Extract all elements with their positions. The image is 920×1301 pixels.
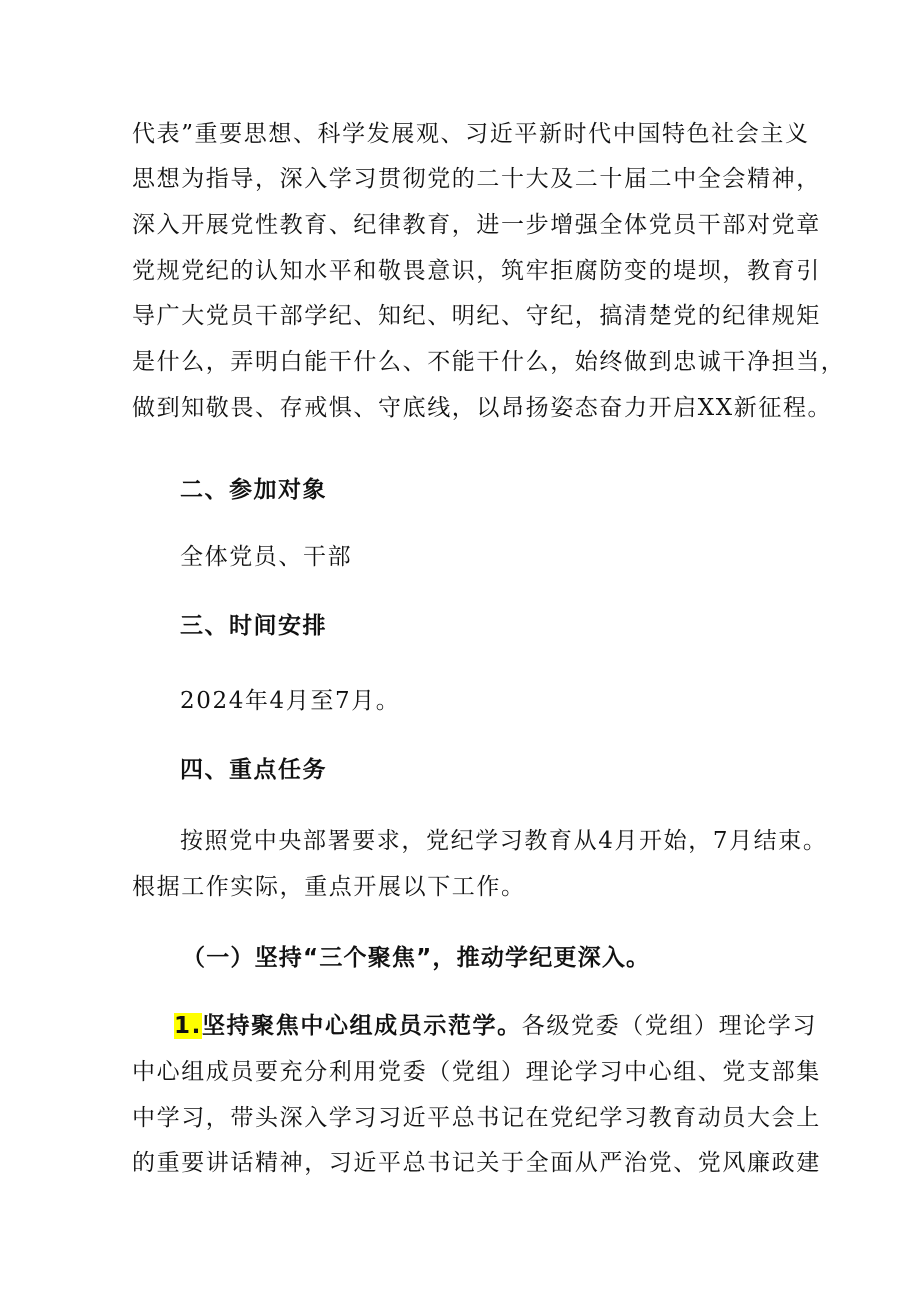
section-heading-participants: 二、参加对象 — [180, 477, 327, 503]
intro-line: 思想为指导，深入学习贯彻党的二十大及二十届二中全会精神， — [132, 166, 821, 192]
schedule-text: 2024年4月至7月。 — [180, 688, 401, 714]
item-1-line: 中学习，带头深入学习习近平总书记在党纪学习教育动员大会上 — [132, 1105, 821, 1131]
item-1-line: 中心组成员要充分利用党委（党组）理论学习中心组、党支部集 — [132, 1059, 821, 1085]
section-heading-schedule: 三、时间安排 — [180, 613, 327, 639]
intro-line: 导广大党员干部学纪、知纪、明纪、守纪，搞清楚党的纪律规矩 — [132, 303, 821, 329]
intro-line: 深入开展党性教育、纪律教育，进一步增强全体党员干部对党章 — [132, 212, 821, 238]
intro-line: 是什么，弄明白能干什么、不能干什么，始终做到忠诚干净担当， — [132, 349, 846, 375]
intro-line: 做到知敬畏、存戒惧、守底线，以昂扬姿态奋力开启XX新征程。 — [132, 395, 833, 421]
item-1-text: 各级党委（党组）理论学习 — [521, 1013, 817, 1039]
section-heading-key-tasks: 四、重点任务 — [180, 757, 327, 783]
key-tasks-line: 按照党中央部署要求，党纪学习教育从4月开始，7月结束。 — [180, 828, 828, 854]
item-1-number: 1. — [174, 1013, 202, 1039]
intro-line: 代表”重要思想、科学发展观、习近平新时代中国特色社会主义 — [132, 121, 810, 147]
intro-line: 党规党纪的认知水平和敬畏意识，筑牢拒腐防变的堤坝，教育引 — [132, 258, 821, 284]
item-1-title: 坚持聚焦中心组成员示范学。 — [201, 1013, 522, 1039]
subsection-heading: （一）坚持“三个聚焦”，推动学纪更深入。 — [182, 945, 651, 971]
key-tasks-line: 根据工作实际，重点开展以下工作。 — [132, 874, 526, 900]
item-1-line: 的重要讲话精神，习近平总书记关于全面从严治党、党风廉政建 — [132, 1150, 821, 1176]
participants-text: 全体党员、干部 — [180, 544, 353, 570]
item-1-first-line — [174, 1010, 817, 1042]
